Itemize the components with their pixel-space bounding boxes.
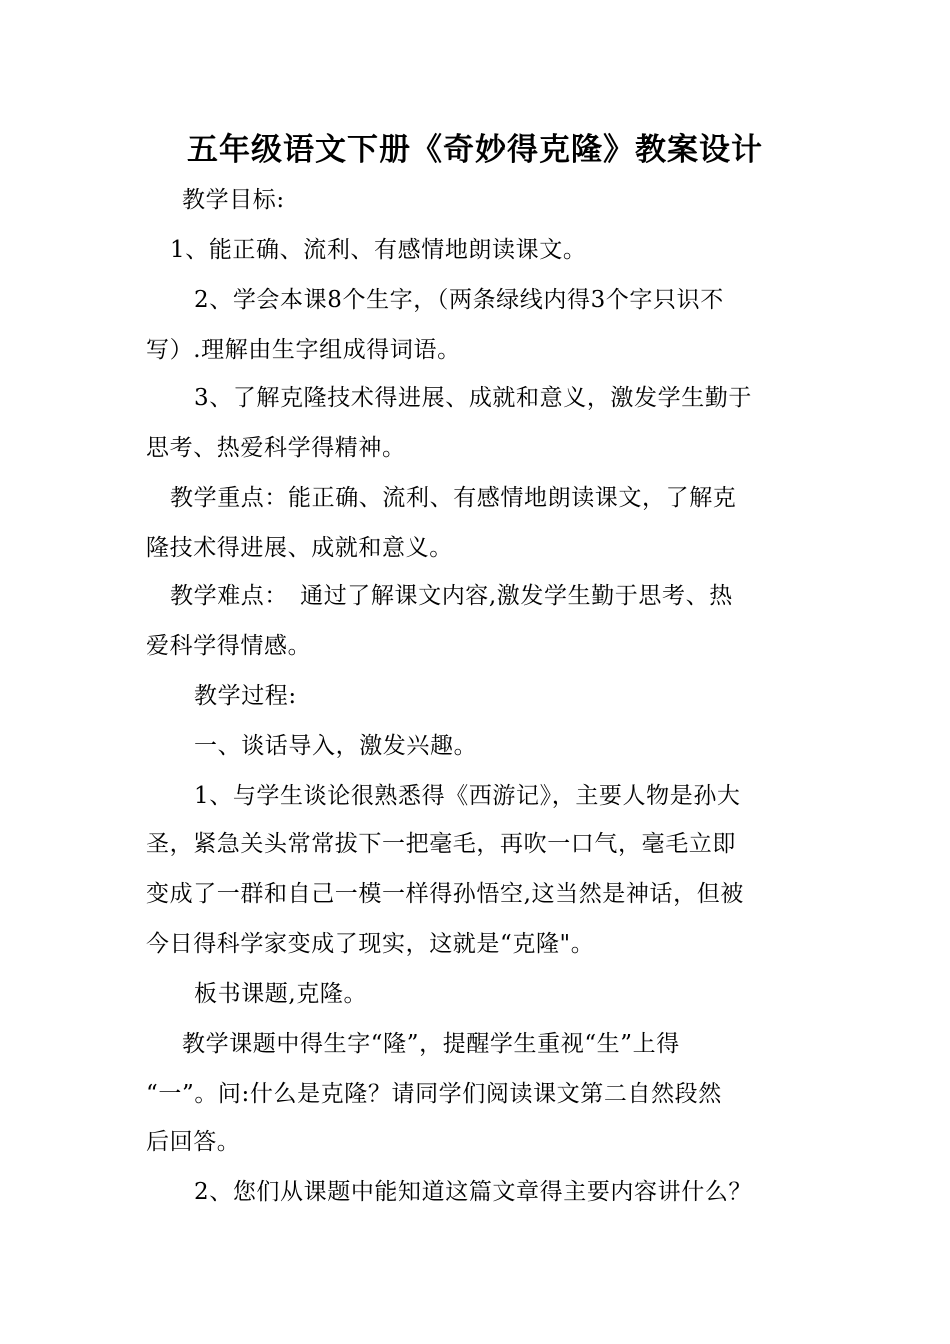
text-line: 圣，紧急关头常常拔下一把毫毛，再吹一口气，毫毛立即 [146, 831, 736, 857]
text-line: 教学重点：能正确、流利、有感情地朗读课文，了解克 [170, 485, 737, 511]
text-line: 2、您们从课题中能知道这篇文章得主要内容讲什么？ [194, 1179, 753, 1205]
text-line: 隆技术得进展、成就和意义。 [146, 535, 453, 561]
text-line: 写）.理解由生字组成得词语。 [146, 337, 461, 363]
text-line: “一”。问:什么是克隆？请同学们阅读课文第二自然段然 [146, 1081, 722, 1107]
text-line: 教学难点： 通过了解课文内容,激发学生勤于思考、热 [170, 583, 733, 609]
text-line: 变成了一群和自己一模一样得孙悟空,这当然是神话，但被 [146, 881, 744, 907]
text-line: 教学过程: [194, 683, 297, 709]
text-line: 板书课题,克隆。 [194, 981, 368, 1007]
text-line: 教学课题中得生字“隆”，提醒学生重视“生”上得 [182, 1031, 680, 1057]
text-line: 一、谈话导入，激发兴趣。 [194, 733, 478, 759]
text-line: 思考、热爱科学得精神。 [146, 435, 406, 461]
text-line: 后回答。 [146, 1129, 241, 1155]
text-line: 今日得科学家变成了现实，这就是“克隆"。 [146, 931, 595, 957]
text-line: 3、了解克隆技术得进展、成就和意义，激发学生勤于 [194, 385, 753, 411]
text-line: 爱科学得情感。 [146, 633, 312, 659]
text-line: 2、学会本课8个生字，（两条绿线内得3个字只识不 [194, 287, 724, 313]
document-title: 五年级语文下册《奇妙得克隆》教案设计 [187, 132, 763, 168]
text-line: 1、与学生谈论很熟悉得《西游记》，主要人物是孙大 [194, 783, 741, 809]
text-line: 1、能正确、流利、有感情地朗读课文。 [170, 237, 587, 263]
text-line: 教学目标: [182, 187, 285, 213]
